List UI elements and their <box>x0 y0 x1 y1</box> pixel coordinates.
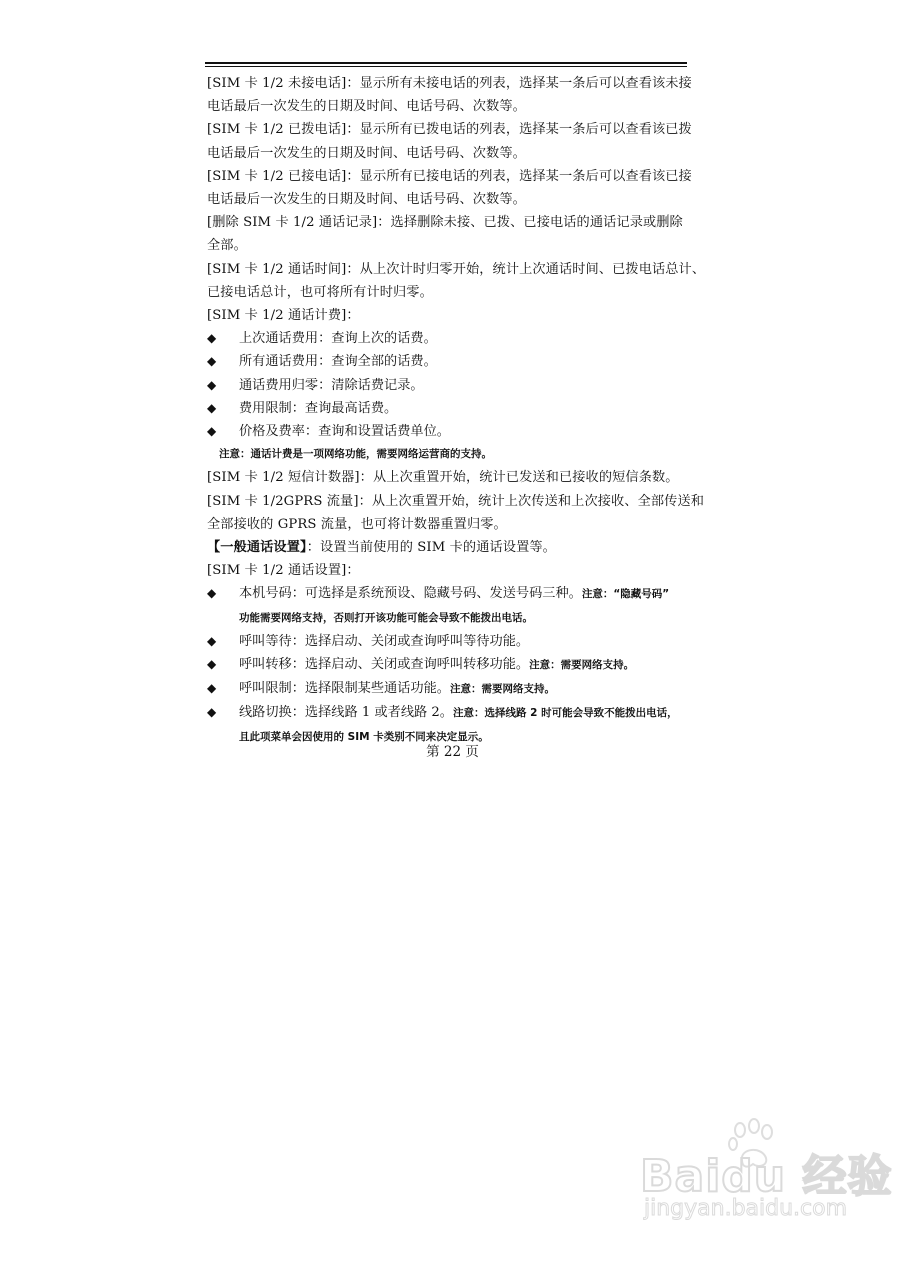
received-calls-line-2: 电话最后一次发生的日期及时间、电话号码、次数等。 <box>207 192 526 208</box>
diamond-bullet-icon: ◆ <box>207 681 217 696</box>
setting-call-forward <box>239 653 634 677</box>
setting-line-switch-text: 线路切换：选择线路 1 或者线路 2。 <box>239 705 453 721</box>
watermark-url: jingyan.baidu.com <box>644 1196 848 1221</box>
received-calls-line-1: [SIM 卡 1/2 已接电话]：显示所有已接电话的列表，选择某一条后可以查看该已接 <box>207 168 692 184</box>
billing-note: 注意：通话计费是一项网络功能，需要网络运营商的支持。 <box>219 448 492 461</box>
missed-calls-line-1: [SIM 卡 1/2 未接电话]：显示所有未接电话的列表，选择某一条后可以查看该未接 <box>207 76 692 91</box>
list-item <box>207 374 689 397</box>
list-item <box>207 327 689 350</box>
call-time-line-2: 已接电话总计，也可将所有计时归零。 <box>207 284 433 300</box>
diamond-bullet-icon: ◆ <box>207 705 217 720</box>
setting-own-number <box>239 582 669 606</box>
setting-line-switch-note: 注意：选择线路 2 时可能会导致不能拨出电话， <box>452 707 678 720</box>
billing-item-all: 所有通话费用：查询全部的话费。 <box>239 354 437 370</box>
watermark-logo-text: Baidu 经验 <box>640 1151 893 1202</box>
list-item <box>207 397 689 420</box>
diamond-bullet-icon: ◆ <box>207 586 217 601</box>
setting-own-number-text: 本机号码：可选择是系统预设、隐藏号码、发送号码三种。 <box>239 586 582 602</box>
list-item <box>207 582 689 606</box>
header-rule-thick <box>205 62 687 64</box>
baidu-jingyan-watermark <box>640 1140 893 1270</box>
sim-call-settings-heading: [SIM 卡 1/2 通话设置]： <box>207 563 360 579</box>
missed-calls-line-2: 电话最后一次发生的日期及时间、电话号码、次数等。 <box>207 99 526 115</box>
document-body <box>207 72 706 749</box>
general-settings-heading: 【一般通话设置】 <box>207 540 307 556</box>
list-item <box>207 350 689 373</box>
list-item <box>207 653 689 677</box>
billing-item-limit: 费用限制：查询最高话费。 <box>239 400 398 416</box>
dialed-calls-line-2: 电话最后一次发生的日期及时间、电话号码、次数等。 <box>207 145 526 161</box>
sms-counter-line: [SIM 卡 1/2 短信计数器]：从上次重置开始，统计已发送和已接收的短信条数。 <box>207 470 679 486</box>
header-rule-thin <box>205 66 687 67</box>
call-time-line-1: [SIM 卡 1/2 通话时间]：从上次计时归零开始，统计上次通话时间、已拨电话总计、 <box>207 261 706 277</box>
setting-line-switch <box>239 701 678 725</box>
setting-call-barring <box>239 677 555 701</box>
setting-line-switch-continued: 且此项菜单会因使用的 SIM 卡类别不同来决定显示。 <box>239 730 489 743</box>
gprs-line-2: 全部接收的 GPRS 流量，也可将计数器重置归零。 <box>207 516 507 532</box>
general-settings-text: ：设置当前使用的 SIM 卡的通话设置等。 <box>306 540 556 556</box>
general-settings-line <box>207 536 689 559</box>
diamond-bullet-icon: ◆ <box>207 633 217 648</box>
diamond-bullet-icon: ◆ <box>207 377 217 392</box>
list-item <box>207 677 689 701</box>
list-item <box>207 701 689 725</box>
billing-item-rate: 价格及费率：查询和设置话费单位。 <box>239 424 450 440</box>
diamond-bullet-icon: ◆ <box>207 331 217 346</box>
setting-call-forward-text: 呼叫转移：选择启动、关闭或查询呼叫转移功能。 <box>239 657 530 673</box>
page-number: 第 22 页 <box>426 744 479 760</box>
call-billing-heading: [SIM 卡 1/2 通话计费]： <box>207 308 360 324</box>
diamond-bullet-icon: ◆ <box>207 424 217 439</box>
delete-log-line-2: 全部。 <box>207 238 247 254</box>
diamond-bullet-icon: ◆ <box>207 657 217 672</box>
setting-own-number-note: 注意：“隐藏号码” <box>581 588 670 601</box>
billing-item-reset: 通话费用归零：清除话费记录。 <box>239 377 424 393</box>
delete-log-line-1: [删除 SIM 卡 1/2 通话记录]：选择删除未接、已拨、已接电话的通话记录或删除 <box>207 215 683 231</box>
billing-item-last: 上次通话费用：查询上次的话费。 <box>239 331 437 347</box>
setting-call-forward-note: 注意：需要网络支持。 <box>529 659 635 672</box>
setting-own-number-continued: 功能需要网络支持，否则打开该功能可能会导致不能拨出电话。 <box>239 611 533 624</box>
diamond-bullet-icon: ◆ <box>207 354 217 369</box>
list-item <box>207 630 689 653</box>
gprs-line-1: [SIM 卡 1/2GPRS 流量]：从上次重置开始，统计上次传送和上次接收、全部传送和 <box>207 493 705 509</box>
setting-call-barring-text: 呼叫限制：选择限制某些通话功能。 <box>239 681 450 697</box>
diamond-bullet-icon: ◆ <box>207 400 217 415</box>
list-item <box>207 420 689 443</box>
setting-call-waiting: 呼叫等待：选择启动、关闭或查询呼叫等待功能。 <box>239 633 530 649</box>
setting-call-barring-note: 注意：需要网络支持。 <box>450 683 555 696</box>
dialed-calls-line-1: [SIM 卡 1/2 已拨电话]：显示所有已拨电话的列表，选择某一条后可以查看该已拨 <box>207 122 692 138</box>
